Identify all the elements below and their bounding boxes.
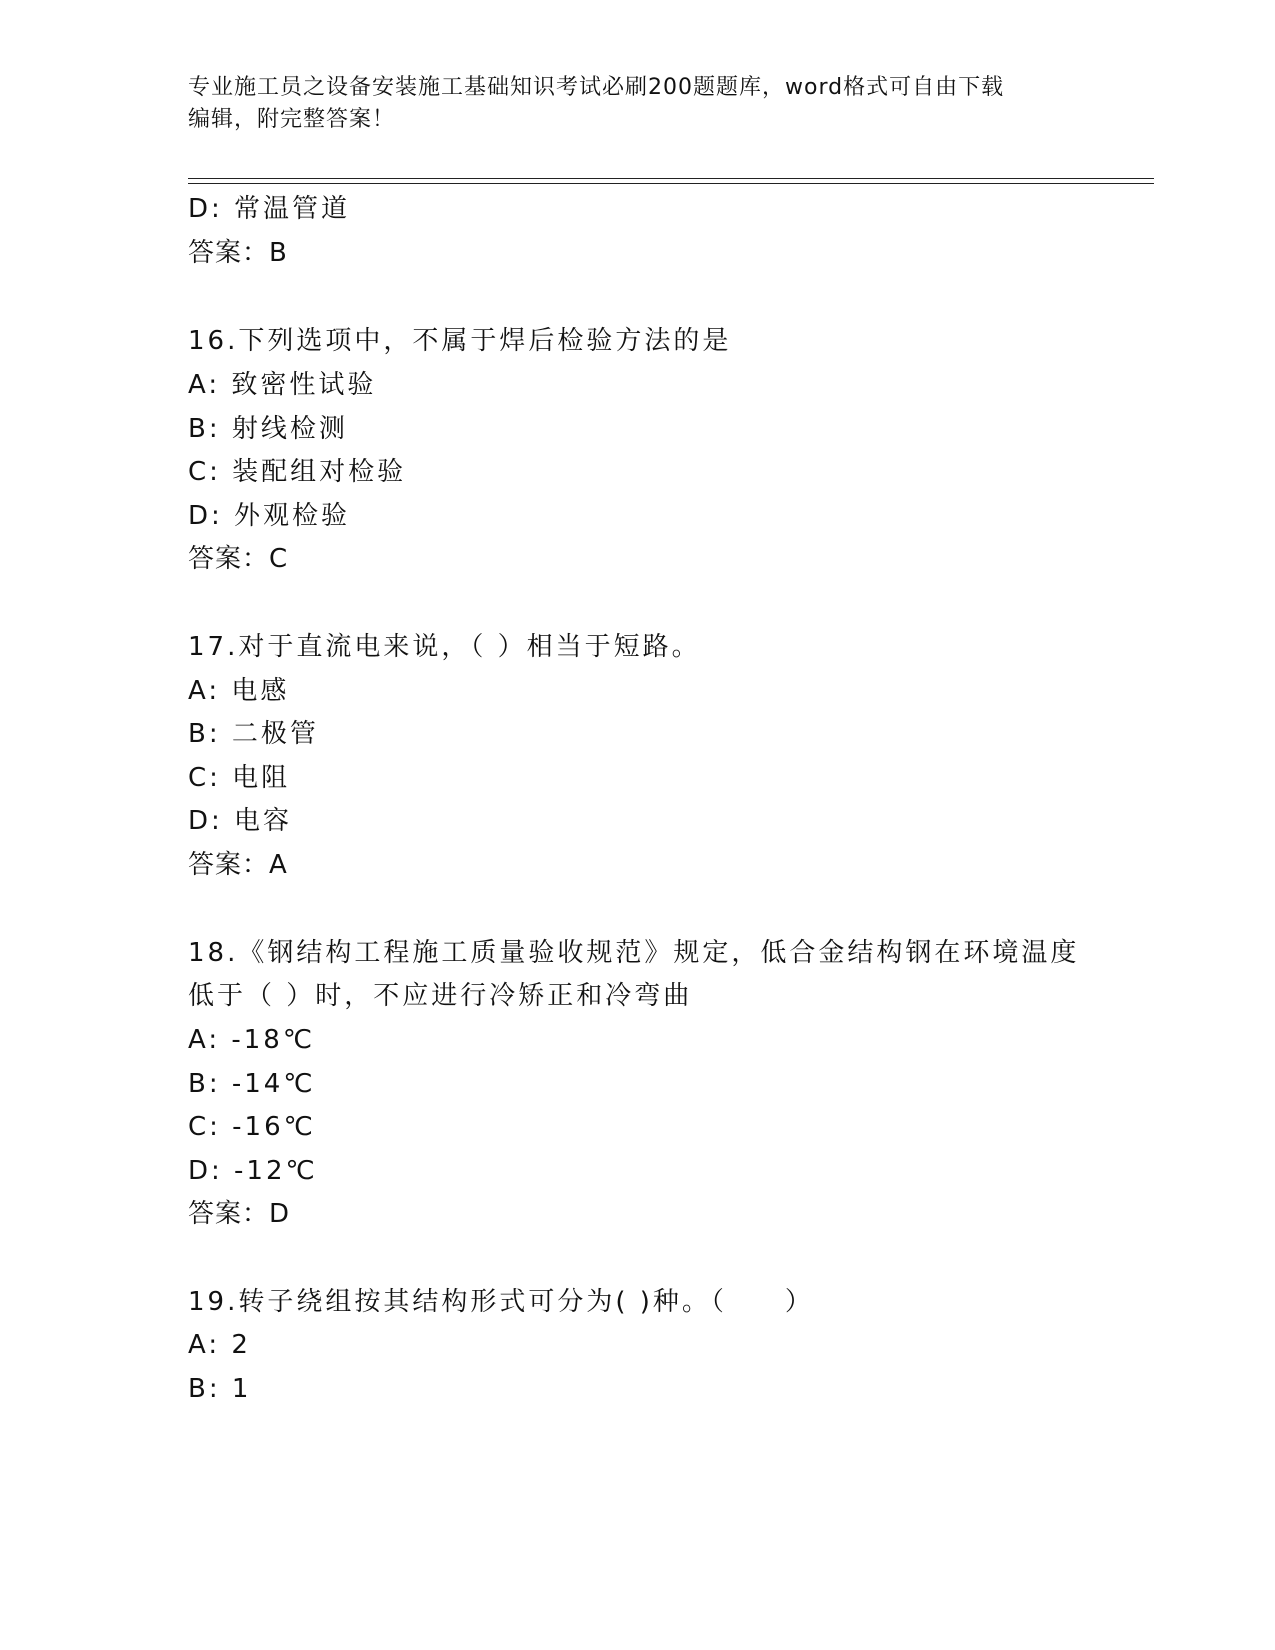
q16-answer: 答案：C: [188, 544, 289, 574]
q18-stem-line-2: 低于（ ）时，不应进行冷矫正和冷弯曲: [188, 981, 693, 1011]
q17-answer: 答案：A: [188, 850, 288, 880]
q17-option-a: A: 电感: [188, 676, 290, 706]
q17-option-d: D: 电容: [188, 806, 293, 836]
q16-option-c: C: 装配组对检验: [188, 457, 407, 487]
q17-stem: 17.对于直流电来说，（ ）相当于短路。: [188, 632, 701, 662]
q17-option-c: C: 电阻: [188, 763, 291, 793]
header-title-line-2: 编辑，附完整答案！: [188, 107, 396, 132]
header-divider-bottom: [188, 183, 1154, 184]
q18-stem-line-1: 18.《钢结构工程施工质量验收规范》规定，低合金结构钢在环境温度: [188, 938, 1080, 968]
q19-stem: 19.转子绕组按其结构形式可分为( )种。（ ）: [188, 1287, 814, 1317]
q16-option-a: A: 致密性试验: [188, 370, 377, 400]
q16-stem: 16.下列选项中，不属于焊后检验方法的是: [188, 326, 732, 356]
q18-option-d: D: -12℃: [188, 1156, 318, 1186]
q18-answer: 答案：D: [188, 1199, 291, 1229]
q18-option-c: C: -16℃: [188, 1112, 316, 1142]
header-divider-top: [188, 178, 1154, 179]
q17-option-b: B: 二极管: [188, 719, 319, 749]
q18-option-b: B: -14℃: [188, 1069, 316, 1099]
q16-option-b: B: 射线检测: [188, 414, 348, 444]
prev-answer: 答案：B: [188, 238, 288, 268]
q19-option-a: A: 2: [188, 1330, 251, 1360]
q16-option-d: D: 外观检验: [188, 501, 351, 531]
document-header: [188, 72, 1088, 136]
header-title-line-1: 专业施工员之设备安装施工基础知识考试必刷200题题库，word格式可自由下载: [188, 75, 1005, 100]
q19-option-b: B: 1: [188, 1374, 252, 1404]
q18-option-a: A: -18℃: [188, 1025, 316, 1055]
prev-option-d: D: 常温管道: [188, 194, 351, 224]
